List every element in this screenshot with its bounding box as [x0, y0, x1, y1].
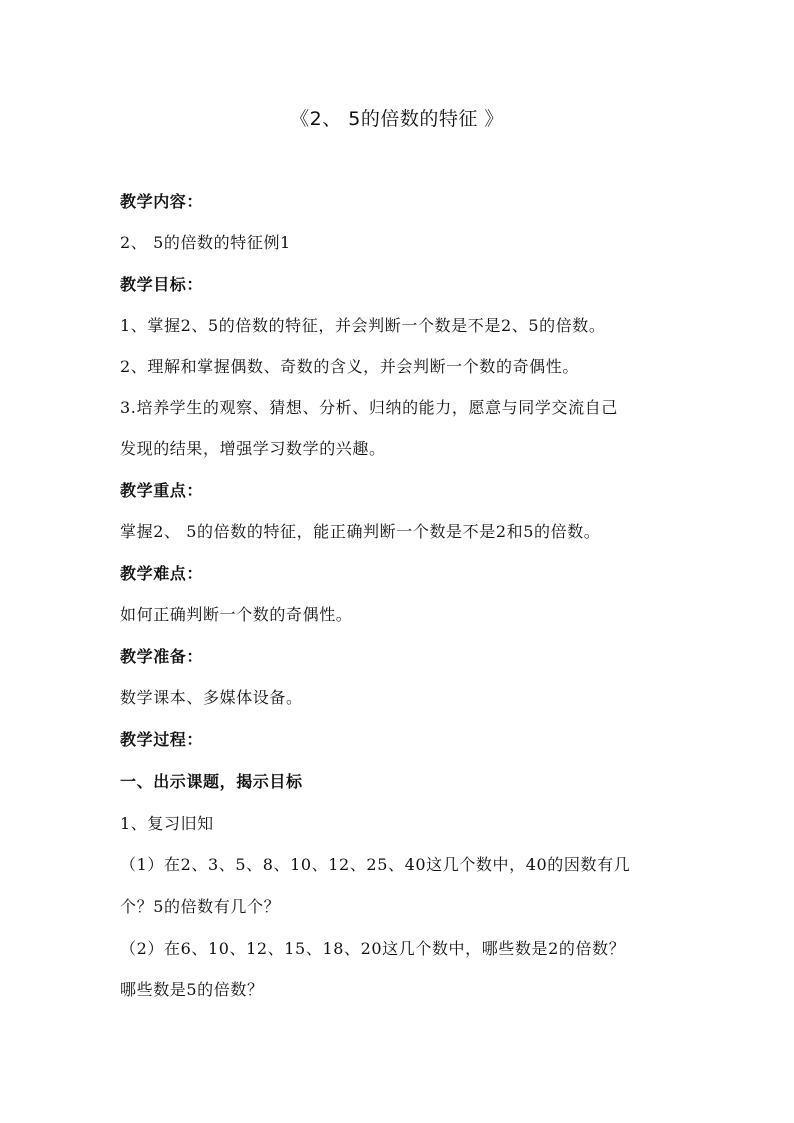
question-1-line: （1）在2、3、5、8、10、12、25、40这几个数中，40的因数有几	[120, 855, 631, 874]
goal-line-3-cont: 发现的结果，增强学习数学的兴趣。	[120, 439, 386, 458]
process-line-1: 1、复习旧知	[120, 814, 214, 833]
question-2-line: （2）在6、10、12、15、18、20这几个数中，哪些数是2的倍数？	[120, 939, 626, 958]
difficulties-line: 如何正确判断一个数的奇偶性。	[120, 605, 353, 624]
heading-difficulties: 教学难点：	[120, 564, 204, 583]
question-2-cont: 哪些数是5的倍数？	[120, 980, 264, 999]
question-1-cont: 个？5的倍数有几个？	[120, 897, 281, 916]
heading-teaching-goals: 教学目标：	[120, 275, 204, 294]
key-points-line: 掌握2、 5的倍数的特征，能正确判断一个数是不是2和5的倍数。	[120, 522, 601, 541]
heading-process: 教学过程：	[120, 730, 204, 749]
heading-teaching-content: 教学内容：	[120, 192, 204, 211]
heading-key-points: 教学重点：	[120, 481, 204, 500]
goal-line-1: 1、掌握2、5的倍数的特征，并会判断一个数是不是2、5的倍数。	[120, 316, 606, 335]
content-line: 2、 5的倍数的特征例1	[120, 233, 291, 252]
document-title: 《2、 5的倍数的特征 》	[290, 108, 504, 130]
section-heading-1: 一、出示课题，揭示目标	[120, 772, 303, 791]
goal-line-3: 3.培养学生的观察、猜想、分析、归纳的能力，愿意与同学交流自己	[120, 398, 618, 417]
heading-preparation: 教学准备：	[120, 647, 204, 666]
goal-line-2: 2、理解和掌握偶数、奇数的含义，并会判断一个数的奇偶性。	[120, 357, 579, 376]
preparation-line: 数学课本、多媒体设备。	[120, 688, 303, 707]
